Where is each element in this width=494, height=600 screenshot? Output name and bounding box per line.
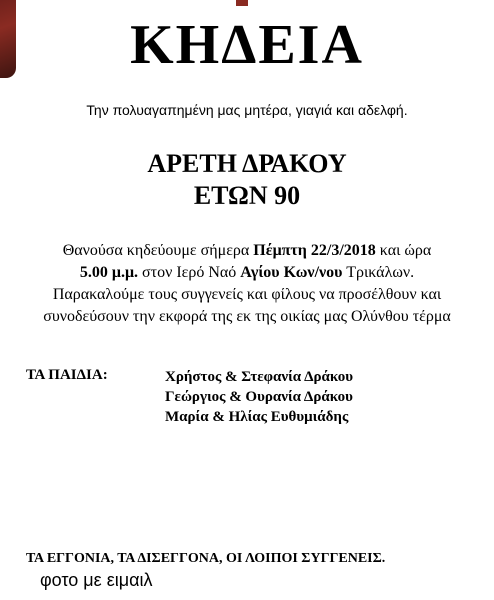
funeral-date: Πέμπτη 22/3/2018: [253, 242, 376, 259]
announcement-line-2: [0, 262, 494, 284]
funeral-time: 5.00 μ.μ.: [79, 264, 139, 281]
announcement-line-4: συνοδεύσουν την εκφορά της εκ της οικίας μας Ολύνθου τέρμα: [43, 308, 451, 325]
children-list: [165, 367, 353, 427]
list-item: Χρήστος & Στεφανία Δράκου: [165, 369, 354, 385]
top-cross-mark: [236, 0, 248, 6]
notice-title: ΚΗΔΕΙΑ: [130, 14, 364, 76]
children-label: ΤΑ ΠΑΙΔΙΑ:: [26, 367, 108, 383]
list-item: Γεώργιος & Ουρανία Δράκου: [165, 389, 353, 405]
list-item: Μαρία & Ηλίας Ευθυμιάδης: [165, 409, 349, 425]
announcement-line-3: Παρακαλούμε τους συγγενείς και φίλους να προσέλθουν και: [52, 286, 442, 303]
handwritten-caption: φοτο με ειμαιλ: [40, 570, 153, 590]
deceased-age: ΕΤΩΝ 90: [193, 181, 301, 210]
announcement-text: στον Ιερό Ναό: [138, 264, 241, 281]
church-name: Αγίου Κων/νου: [240, 264, 343, 281]
announcement-line-1: [0, 240, 494, 262]
announcement-text: Τρικάλων.: [342, 264, 415, 281]
deceased-name: ΑΡΕΤΗ ΔΡΑΚΟΥ: [147, 149, 347, 178]
announcement-text: και ώρα: [375, 242, 432, 259]
announcement-text: Θανούσα κηδεύουμε σήμερα: [62, 242, 254, 259]
relatives-footer: ΤΑ ΕΓΓΟΝΙΑ, ΤΑ ΔΙΣΕΓΓΟΝΑ, ΟΙ ΛΟΙΠΟΙ ΣΥΓΓΕΝΕΙΣ.: [26, 551, 386, 566]
notice-subtitle: Την πολυαγαπημένη μας μητέρα, γιαγιά και αδελφή.: [86, 102, 408, 118]
funeral-announcement: [0, 240, 494, 328]
